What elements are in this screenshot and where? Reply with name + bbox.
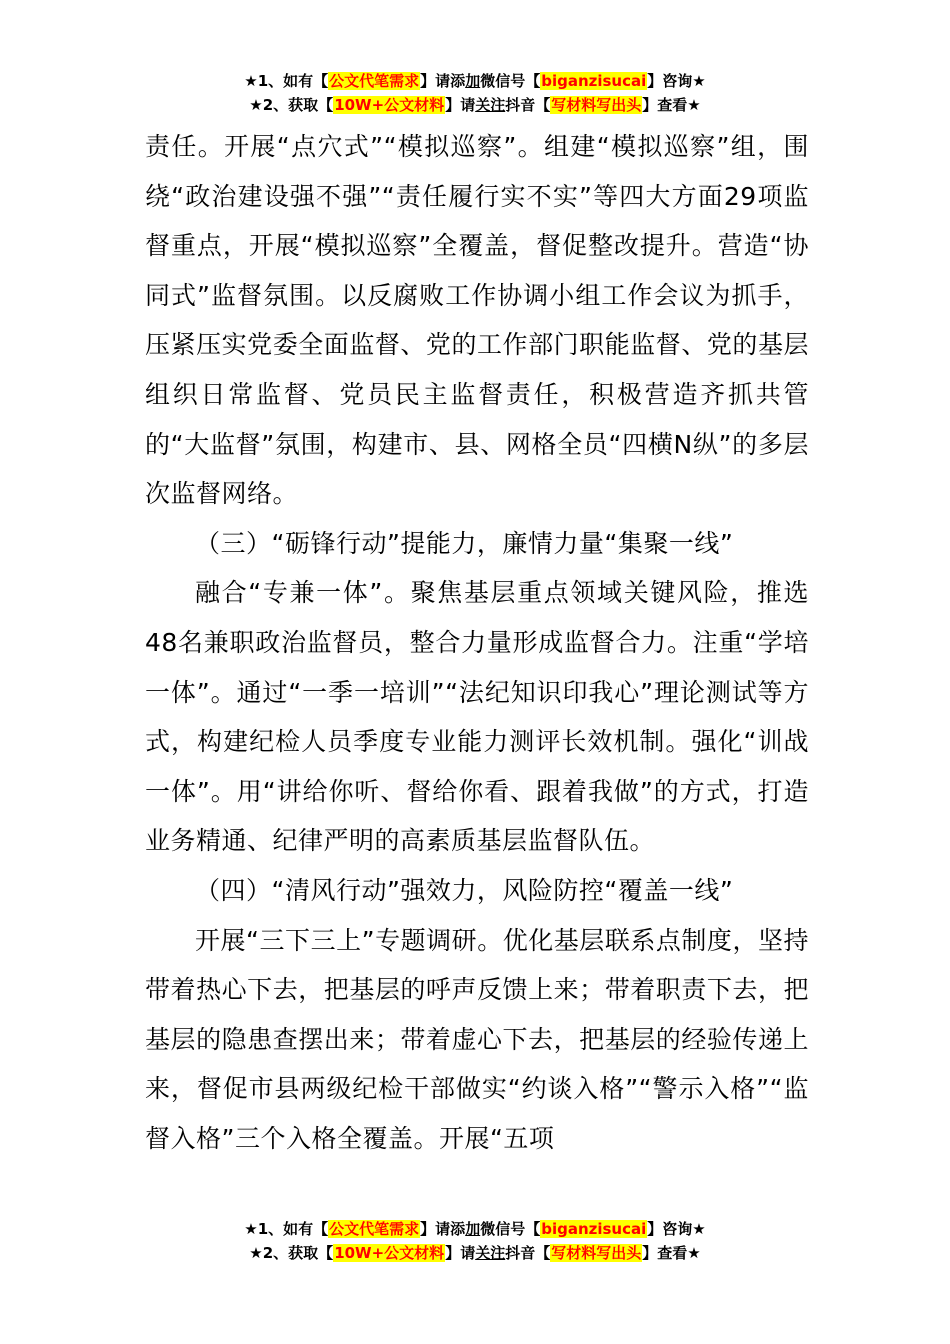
- paragraph: 责任。开展“点穴式”“模拟巡察”。组建“模拟巡察”组，围绕“政治建设强不强”“责任履行实不实”等四大方面29项监督重点，开展“模拟巡察”全覆盖，督促整改提升。营造“协同式”监督氛围。以反腐败工作协调小组工作会议为抓手，压紧压实党委全面监督、党的工作部门职能监督、党的基层组织日常监督、党员民主监督责任，积极营造齐抓共管的“大监督”氛围，构建市、县、网格全员“四横N纵”的多层次监督网络。: [145, 132, 809, 509]
- footer-banner: [0, 1218, 950, 1266]
- banner-line-1: ★1、如有【公文代笔需求】请添加微信号【biganzisucai】咨询★: [244, 1220, 706, 1238]
- highlight-materials: 10W+公文材料: [334, 1244, 445, 1262]
- header-banner: [0, 70, 950, 118]
- section-heading: （四）“清风行动”强效力，风险防控“覆盖一线”: [195, 875, 734, 905]
- highlight-wechat-id: biganzisucai: [541, 1220, 647, 1238]
- document-body: [145, 122, 809, 1163]
- banner-line-1: ★1、如有【公文代笔需求】请添加微信号【biganzisucai】咨询★: [244, 72, 706, 90]
- highlight-account: 写材料写出头: [551, 1244, 642, 1262]
- highlight-wechat-id: biganzisucai: [541, 72, 647, 90]
- paragraph: 融合“专兼一体”。聚焦基层重点领域关键风险，推选48名兼职政治监督员，整合力量形成监督合力。注重“学培一体”。通过“一季一培训”“法纪知识印我心”理论测试等方式，构建纪检人员季度专业能力测评长效机制。强化“训战一体”。用“讲给你听、督给你看、跟着我做”的方式，打造业务精通、纪律严明的高素质基层监督队伍。: [145, 578, 809, 856]
- banner-line-2: ★2、获取【10W+公文材料】请关注抖音【写材料写出头】查看★: [249, 1244, 701, 1262]
- paragraph: 开展“三下三上”专题调研。优化基层联系点制度，坚持带着热心下去，把基层的呼声反馈上来；带着职责下去，把基层的隐患查摆出来；带着虚心下去，把基层的经验传递上来，督促市县两级纪检干部做实“约谈入格”“警示入格”“监督入格”三个入格全覆盖。开展“五项: [145, 925, 809, 1153]
- highlight-account: 写材料写出头: [551, 96, 642, 114]
- star-icon: ★: [249, 96, 263, 114]
- highlight-service: 公文代笔需求: [329, 72, 420, 90]
- star-icon: ★: [244, 1220, 258, 1238]
- highlight-materials: 10W+公文材料: [334, 96, 445, 114]
- highlight-service: 公文代笔需求: [329, 1220, 420, 1238]
- section-heading: （三）“砺锋行动”提能力，廉情力量“集聚一线”: [195, 528, 734, 558]
- star-icon: ★: [249, 1244, 263, 1262]
- star-icon: ★: [244, 72, 258, 90]
- banner-line-2: ★2、获取【10W+公文材料】请关注抖音【写材料写出头】查看★: [249, 96, 701, 114]
